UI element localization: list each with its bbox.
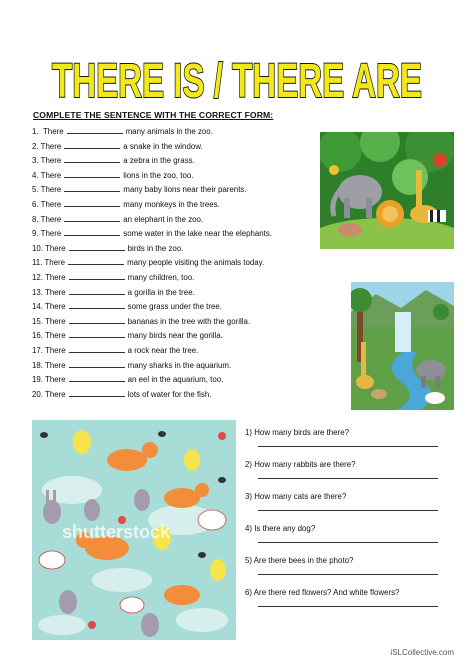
question-number: 4) — [245, 524, 253, 533]
item-rest: many people visiting the animals today. — [127, 258, 265, 268]
answer-line[interactable] — [258, 606, 438, 607]
list-item — [32, 329, 337, 344]
footer-credit: iSLCollective.com — [390, 648, 454, 657]
item-start: There — [40, 141, 62, 151]
answer-blank[interactable] — [69, 388, 125, 397]
item-number: 14. — [32, 302, 43, 312]
question-item — [245, 459, 455, 491]
question-text: How many cats are there? — [254, 492, 347, 501]
item-number: 2. — [32, 141, 39, 151]
list-item — [32, 125, 337, 140]
item-rest: an eel in the aquarium, too. — [127, 375, 224, 385]
question-text: Is there any dog? — [254, 524, 316, 533]
item-number: 17. — [32, 345, 43, 355]
item-start: There — [42, 127, 64, 136]
item-start: There — [40, 199, 62, 209]
list-item — [32, 344, 337, 359]
item-rest: a snake in the window. — [123, 141, 203, 151]
item-number: 16. — [32, 331, 43, 341]
answer-blank[interactable] — [64, 183, 120, 192]
item-number: 11. — [32, 258, 43, 268]
answer-blank[interactable] — [64, 227, 120, 236]
answer-blank[interactable] — [68, 256, 124, 265]
waterfall-animals-picture — [351, 282, 454, 410]
sentence-list — [32, 125, 337, 402]
answer-blank[interactable] — [69, 315, 125, 324]
list-item — [32, 183, 337, 198]
question-list — [245, 427, 455, 619]
item-number: 15. — [32, 316, 43, 326]
answer-blank[interactable] — [69, 271, 125, 280]
item-start: There — [40, 170, 62, 180]
item-number: 13. — [32, 287, 43, 297]
item-number: 12. — [32, 272, 43, 282]
list-item — [32, 300, 337, 315]
item-rest: many birds near the gorilla. — [127, 331, 223, 341]
question-item — [245, 523, 455, 555]
answer-blank[interactable] — [67, 125, 123, 134]
answer-blank[interactable] — [69, 329, 125, 338]
item-rest: many sharks in the aquarium. — [127, 360, 232, 370]
answer-line[interactable] — [258, 510, 438, 511]
question-number: 1) — [245, 428, 253, 437]
item-rest: lions in the zoo, too. — [123, 170, 194, 180]
item-number: 18. — [32, 360, 43, 370]
answer-blank[interactable] — [69, 300, 125, 309]
item-start: There — [45, 243, 66, 253]
list-item — [32, 388, 337, 403]
item-number: 10. — [32, 243, 43, 253]
zoo-animals-picture — [320, 132, 454, 249]
list-item — [32, 271, 337, 286]
item-rest: many baby lions near their parents. — [123, 185, 247, 195]
answer-blank[interactable] — [69, 344, 125, 353]
question-number: 3) — [245, 492, 253, 501]
item-rest: some water in the lake near the elephants. — [123, 229, 272, 239]
item-number: 9. — [32, 229, 39, 239]
item-start: There — [45, 375, 66, 385]
watermark-text: shutterstock — [62, 522, 171, 542]
list-item — [32, 140, 337, 155]
answer-blank[interactable] — [64, 169, 120, 178]
item-start: There — [40, 214, 62, 224]
answer-blank[interactable] — [69, 373, 125, 382]
list-item — [32, 227, 337, 242]
item-rest: an elephant in the zoo. — [123, 214, 204, 224]
answer-blank[interactable] — [64, 154, 120, 163]
item-number: 8. — [32, 214, 39, 224]
answer-blank[interactable] — [64, 198, 120, 207]
item-start: There — [45, 287, 66, 297]
item-rest: many children, too. — [127, 272, 195, 282]
question-item — [245, 427, 455, 459]
list-item — [32, 373, 337, 388]
instruction-heading: COMPLETE THE SENTENCE WITH THE CORRECT FORM: — [33, 110, 274, 120]
question-text: Are there red flowers? And white flowers? — [253, 588, 400, 597]
item-rest: many animals in the zoo. — [125, 127, 213, 136]
answer-blank[interactable] — [64, 213, 120, 222]
item-number: 4. — [32, 170, 39, 180]
item-rest: lots of water for the fish. — [127, 389, 212, 399]
item-start: There — [40, 185, 62, 195]
item-start: There — [40, 229, 62, 239]
title-text: THERE IS / THERE ARE — [52, 53, 422, 102]
item-start: There — [40, 156, 62, 166]
item-start: There — [44, 258, 66, 268]
question-item — [245, 491, 455, 523]
item-number: 6. — [32, 199, 39, 209]
list-item — [32, 242, 337, 257]
answer-blank[interactable] — [69, 286, 125, 295]
question-item — [245, 587, 455, 619]
item-number: 1. — [32, 127, 39, 136]
list-item — [32, 213, 337, 228]
question-text: How many birds are there? — [254, 428, 349, 437]
worksheet-title — [0, 52, 474, 102]
question-text: How many rabbits are there? — [254, 460, 356, 469]
item-start: There — [45, 302, 66, 312]
item-start: There — [45, 331, 66, 341]
item-rest: birds in the zoo. — [127, 243, 184, 253]
answer-line[interactable] — [258, 574, 438, 575]
item-number: 5. — [32, 185, 39, 195]
list-item — [32, 169, 337, 184]
item-number: 3. — [32, 156, 39, 166]
item-number: 19. — [32, 375, 43, 385]
answer-blank[interactable] — [69, 242, 125, 251]
list-item — [32, 256, 337, 271]
answer-line[interactable] — [258, 542, 438, 543]
item-start: There — [45, 389, 66, 399]
list-item — [32, 359, 337, 374]
item-number: 20. — [32, 389, 43, 399]
list-item — [32, 154, 337, 169]
item-rest: some grass under the tree. — [127, 302, 222, 312]
question-text: Are there bees in the photo? — [253, 556, 354, 565]
answer-line[interactable] — [258, 478, 438, 479]
item-rest: bananas in the tree with the gorilla. — [127, 316, 251, 326]
list-item — [32, 315, 337, 330]
question-number: 2) — [245, 460, 253, 469]
item-start: There — [45, 316, 66, 326]
item-start: There — [45, 345, 66, 355]
item-rest: many monkeys in the trees. — [123, 199, 220, 209]
item-rest: a rock near the tree. — [127, 345, 199, 355]
item-rest: a zebra in the grass. — [123, 156, 195, 166]
question-number: 6) — [245, 588, 253, 597]
item-start: There — [45, 272, 66, 282]
answer-blank[interactable] — [64, 140, 120, 149]
item-start: There — [45, 360, 66, 370]
question-item — [245, 555, 455, 587]
list-item — [32, 286, 337, 301]
answer-blank[interactable] — [69, 359, 125, 368]
question-number: 5) — [245, 556, 253, 565]
animals-pattern-picture — [32, 420, 236, 640]
list-item — [32, 198, 337, 213]
answer-line[interactable] — [258, 446, 438, 447]
item-rest: a gorilla in the tree. — [127, 287, 195, 297]
